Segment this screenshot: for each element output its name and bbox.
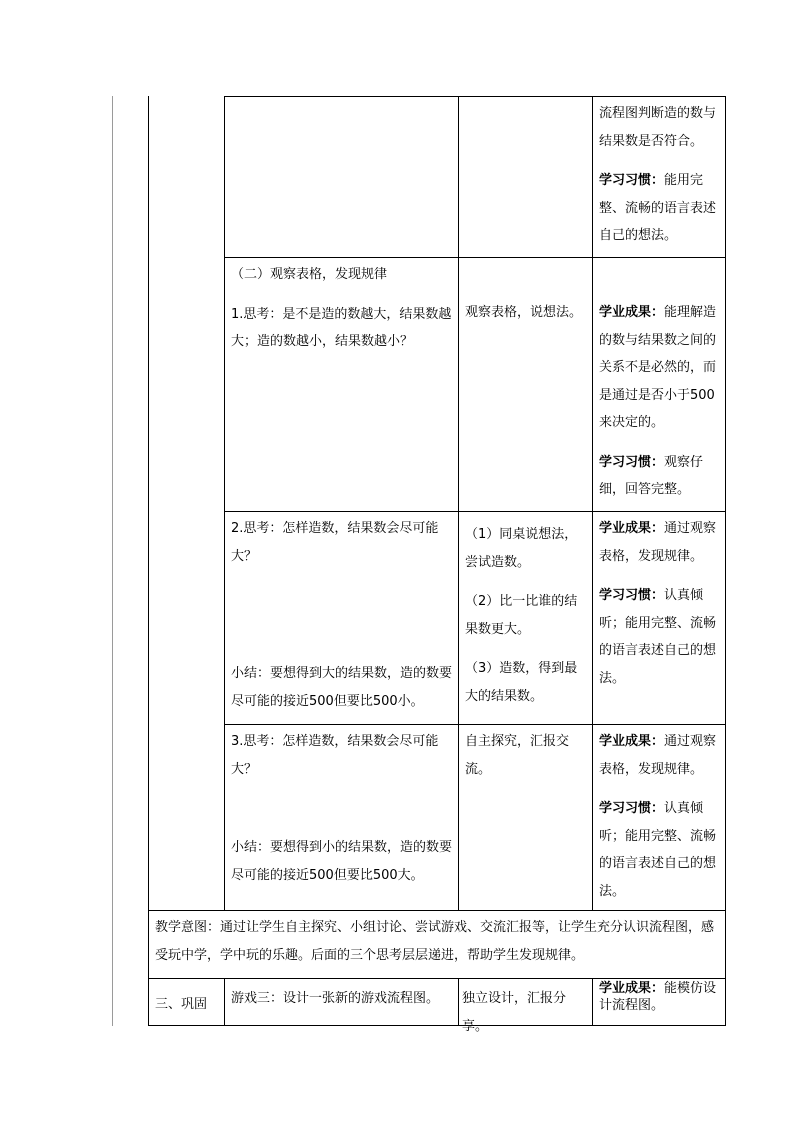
activity-step-1: （1）同桌说想法，尝试造数。 bbox=[465, 527, 578, 570]
outcome-label: 学习习惯： bbox=[599, 801, 665, 816]
row0-outcome-2: 学习习惯：能用完整、流畅的语言表述自己的想法。 bbox=[599, 173, 717, 243]
question-1: 1.思考：是不是造的数越大，结果数越大；造的数越小，结果数越小？ bbox=[231, 306, 452, 349]
activity-step-3: （3）造数，得到最大的结果数。 bbox=[465, 661, 578, 704]
row1-outcome-1: 学业成果：能理解造的数与结果数之间的关系不是必然的，而是通过是否小于500来决定的。 bbox=[599, 305, 717, 430]
activity-step-2: （2）比一比谁的结果数更大。 bbox=[465, 594, 578, 637]
row3-outcome-1: 学业成果：通过观察表格，发现规律。 bbox=[599, 734, 717, 777]
row2-summary: 小结：要想得到大的结果数，造的数要尽可能的接近500但要比500小。 bbox=[231, 666, 453, 709]
row2-outcome-1: 学业成果：通过观察表格，发现规律。 bbox=[599, 521, 717, 564]
row2-question: 2.思考：怎样造数，结果数会尽可能大？ bbox=[231, 521, 439, 564]
activity-1: 自主探究，汇报交流。 bbox=[465, 734, 570, 777]
row3-outcome-2: 学习习惯：认真倾听；能用完整、流畅的语言表述自己的想法。 bbox=[599, 801, 717, 899]
row3-question: 3.思考：怎样造数，结果数会尽可能大？ bbox=[231, 734, 439, 777]
outcome-label: 学业成果： bbox=[599, 734, 665, 749]
outcome-label: 学业成果： bbox=[599, 981, 665, 996]
game-three-content: 游戏三：设计一张新的游戏流程图。 bbox=[231, 991, 440, 1006]
teaching-intent: 教学意图：通过让学生自主探究、小组讨论、尝试游戏、交流汇报等，让学生充分认识流程图，感受玩中学，学中玩的乐趣。后面的三个思考层层递进，帮助学生发现规律。 bbox=[155, 920, 715, 963]
row3-summary: 小结：要想得到小的结果数，造的数要尽可能的接近500但要比500大。 bbox=[231, 840, 453, 883]
game-three-outcome: 学业成果：能模仿设计流程图。 bbox=[599, 981, 717, 1013]
row1-activity-cell bbox=[465, 299, 589, 327]
row1-outcome-2: 学习习惯：观察仔细，回答完整。 bbox=[599, 454, 704, 497]
outcome-label: 学业成果： bbox=[599, 521, 665, 536]
outcome-label: 学业成果： bbox=[599, 305, 665, 320]
row1-content-cell bbox=[231, 261, 453, 356]
outcome-label: 学习习惯： bbox=[599, 454, 665, 470]
outcome-label: 学习习惯： bbox=[599, 588, 665, 603]
row0-outcome-1: 流程图判断造的数与结果数是否符合。 bbox=[599, 106, 717, 149]
row3-activity-cell bbox=[465, 728, 589, 783]
game-three-activity: 独立设计，汇报分享。 bbox=[462, 991, 567, 1034]
row1-outcome-cell bbox=[599, 299, 723, 504]
row0-outcome-cell bbox=[599, 100, 723, 250]
row2-outcome-cell bbox=[599, 515, 723, 692]
row2-activity-cell bbox=[465, 521, 589, 710]
outcome-label: 学习习惯： bbox=[599, 173, 665, 188]
row2-outcome-2: 学习习惯：认真倾听；能用完整、流畅的语言表述自己的想法。 bbox=[599, 588, 717, 686]
section-heading: （二）观察表格，发现规律 bbox=[231, 267, 388, 282]
activity-1: 观察表格，说想法。 bbox=[465, 305, 583, 320]
row3-outcome-cell bbox=[599, 728, 723, 905]
stage-label: 三、巩固 bbox=[155, 997, 208, 1012]
page-margin-line bbox=[112, 96, 113, 1026]
